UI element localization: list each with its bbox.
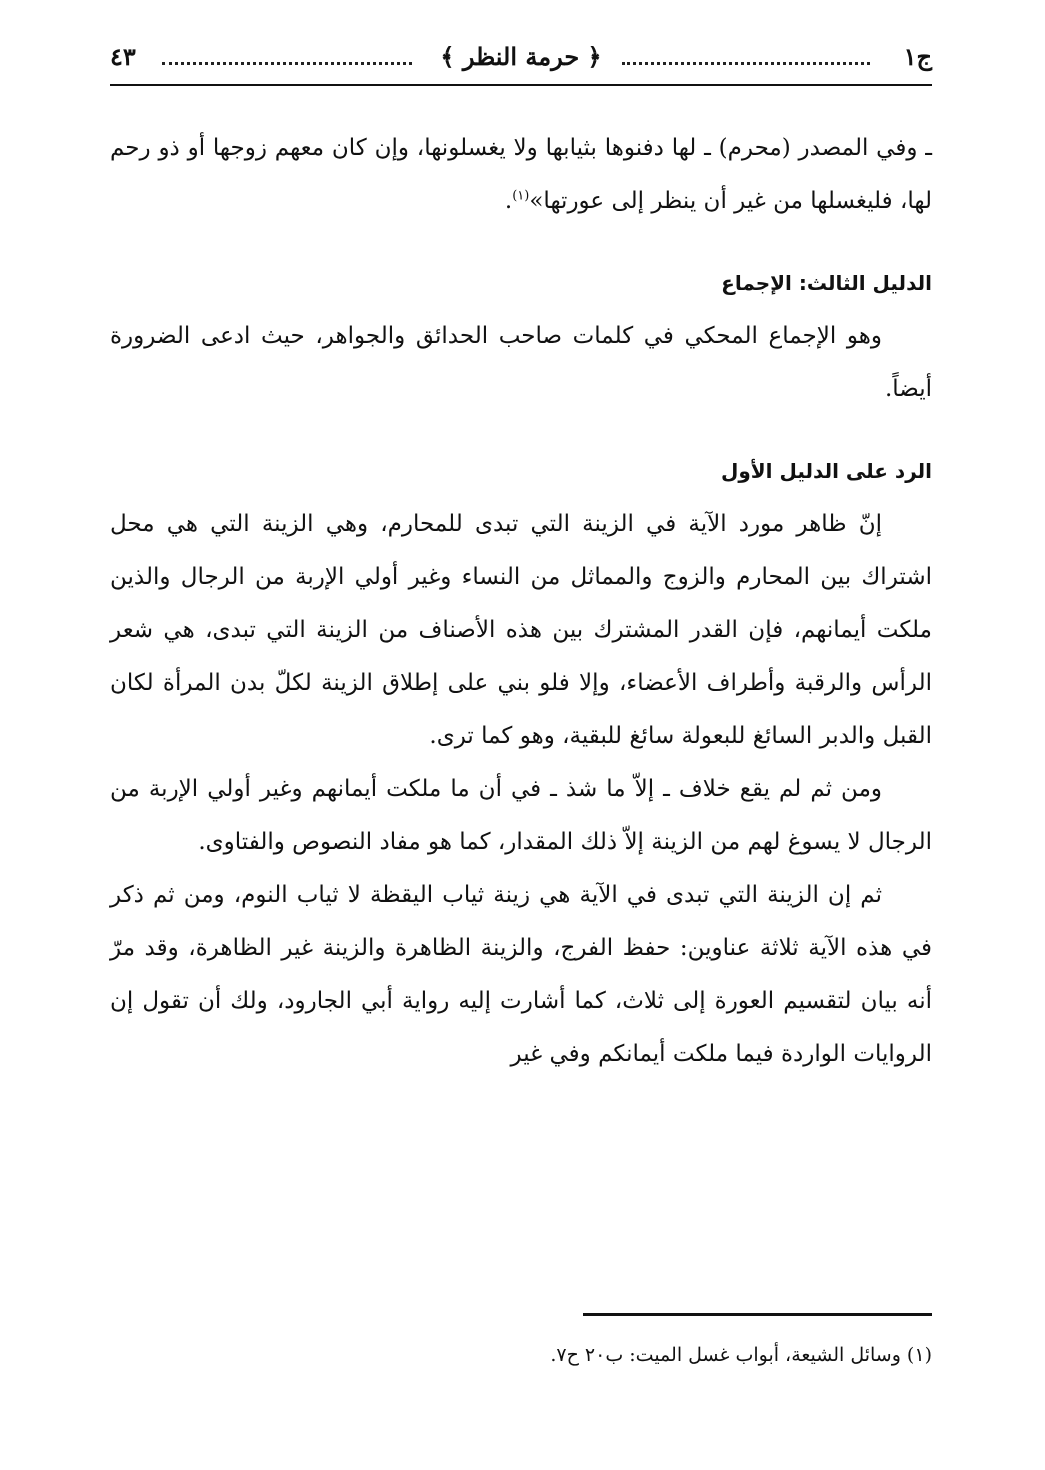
footnote-separator (583, 1313, 932, 1316)
page-number: ٤٣ (110, 42, 136, 71)
header-dotted-leader-left (162, 62, 412, 65)
section-heading-third-evidence: الدليل الثالث: الإجماع (721, 271, 932, 295)
paragraph-reply-1: إنّ ظاهر مورد الآية في الزينة التي تبدى للمحارم، وهي الزينة التي هي محل اشتراك بين المحارم والزوج والمماثل من النساء وغير أولي الإربة من الرجال والذين ملكت أيمانهم، فإن القدر المشترك بين هذه الأصناف من الزينة التي تبدى، هي شعر الرأس والرقبة وأطراف الأعضاء، وإلا فلو بني على إطلاق الزينة لكلّ بدن المرأة لكان القبل والدبر السائغ للبعولة سائغ للبقية، وهو كما ترى. (110, 511, 932, 749)
section-heading-reply-first-evidence: الرد على الدليل الأول (721, 459, 932, 483)
footnote: (١) وسائل الشيعة، أبواب غسل الميت: ب٢٠ ح٧. (550, 1344, 932, 1366)
paragraph-reply-3: ثم إن الزينة التي تبدى في الآية هي زينة ثياب اليقظة لا ثياب النوم، ومن ثم ذكر في هذه الآية ثلاثة عناوين: حفظ الفرج، والزينة الظاهرة والزينة غير الظاهرة، وقد مرّ أنه بيان لتقسيم العورة إلى ثلاث، كما أشارت إليه رواية أبي الجارود، ولك أن تقول إن الروايات الواردة فيما ملكت أيمانكم وفي غير (110, 882, 932, 1067)
paragraph-text: ـ وفي المصدر (محرم) ـ لها دفنوها بثيابها ولا يغسلونها، وإن كان معهم زوجها أو ذو رحم لها، فليغسلها من غير أن ينظر إلى عورتها» (110, 135, 932, 214)
paragraph-consensus: وهو الإجماع المحكي في كلمات صاحب الحدائق والجواهر، حيث ادعى الضرورة أيضاً. (110, 323, 932, 402)
paragraph-reply-2: ومن ثم لم يقع خلاف ـ إلاّ ما شذ ـ في أن ما ملكت أيمانهم وغير أولي الإربة من الرجال لا يسوغ لهم من الزينة إلاّ ذلك المقدار، كما هو مفاد النصوص والفتاوى. (110, 776, 932, 855)
page-body (110, 122, 932, 1081)
chapter-title: ﴿ حرمة النظر ﴾ (440, 42, 602, 71)
volume-label: ج١ (903, 42, 932, 71)
footnote-reference: (١) (512, 188, 530, 204)
running-header (110, 38, 932, 82)
paragraph-end-punctuation: . (504, 188, 513, 214)
header-rule (110, 84, 932, 86)
paragraph-continuation (110, 122, 932, 228)
